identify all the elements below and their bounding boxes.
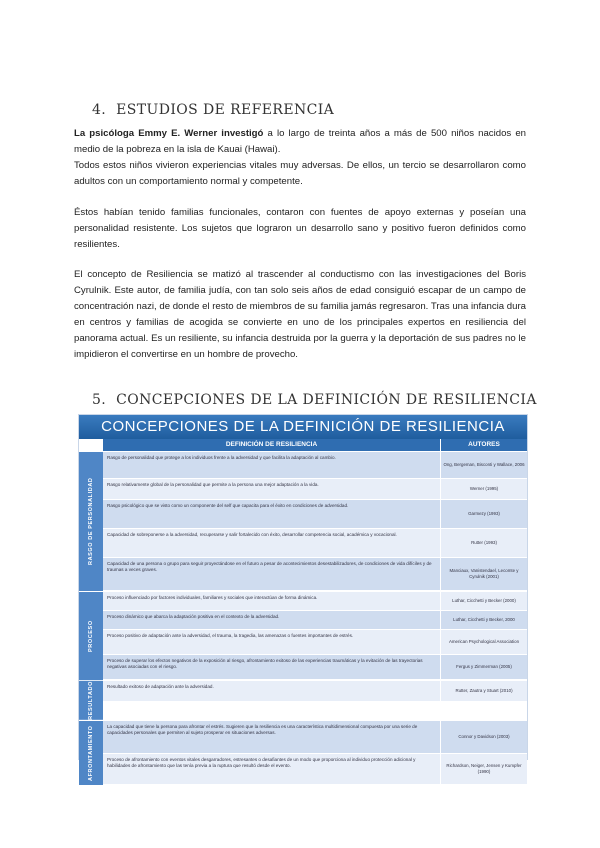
table-row: [103, 611, 527, 630]
author-cell: American Psychological Association: [440, 630, 527, 654]
group-process: [79, 591, 527, 680]
author-cell: Manciaux, Vanistendael, Lecomte y Cyrulnik (2001): [440, 558, 527, 590]
definition-cell: Rasgo de personalidad que protege a los individuos frente a la adversidad y que facilita la adaptación al cambio.: [107, 455, 336, 460]
group-coping: [79, 720, 527, 785]
group-label: RESULTADO: [79, 681, 103, 720]
definition-cell: Proceso influenciado por factores individuales, familiares y sociales que interactúan de forma dinámica.: [107, 595, 318, 600]
section-5-number: 5.: [92, 392, 107, 408]
section-4-heading: [92, 102, 334, 118]
table-row: [103, 558, 527, 591]
section-4-title: ESTUDIOS DE REFERENCIA: [116, 102, 335, 118]
table-row: [103, 500, 527, 529]
group-label: PROCESO: [79, 592, 103, 680]
definition-cell: Proceso de afrontamiento con eventos vitales desgarradores, estresantes o desafiantes de un modo que proporciona al individuo protección adicional y habilidades de afrontamiento que las tenía previa a la ruptura que resultó desde el evento.: [107, 756, 416, 768]
paragraph-werner-bold: La psicóloga Emmy E. Werner investigó: [74, 128, 264, 139]
table-row: [103, 655, 527, 680]
resilience-definitions-table: [78, 414, 528, 781]
group-result: [79, 680, 527, 720]
author-cell: Rutter (1993): [440, 529, 527, 557]
group-label: RASGO DE PERSONALIDAD: [79, 452, 103, 591]
definition-cell: Proceso positivo de adaptación ante la adversidad, el trauma, la tragedia, las amenazas o fuentes importantes de estrés.: [107, 633, 354, 638]
table-row: [103, 452, 527, 479]
author-cell: Richardson, Neiger, Jensen y Kumpfer (1990): [440, 754, 527, 784]
author-cell: Luthar, Cicchetti y Becker (2000): [440, 592, 527, 610]
definition-cell: Rasgo relativamente global de la personalidad que permite a la persona una mejor adaptación a la vida.: [107, 482, 319, 487]
definition-cell: Resultado exitoso de adaptación ante la adversidad.: [107, 684, 214, 689]
definition-cell: Proceso de superar los efectos negativos de la exposición al riesgo, afrontamiento exitoso de las experiencias traumáticas y la evitación de las trayectorias negativas asociadas con el riesgo.: [107, 658, 423, 669]
author-cell: Luthar, Cicchetti y Becker, 2000: [440, 611, 527, 629]
group-personality: [79, 451, 527, 591]
section-5-heading: [92, 392, 537, 408]
table-row: [103, 479, 527, 500]
section-4-number: 4.: [92, 102, 107, 118]
definition-cell: Capacidad de una persona o grupo para seguir proyectándose en el futuro a pesar de acontecimientos desestabilizadores, de condiciones de vida difíciles y de traumas a veces graves.: [107, 561, 432, 572]
table-row: [103, 592, 527, 611]
author-cell: Rutter, Zautra y Stuart (2010): [440, 681, 527, 701]
section-5-title: CONCEPCIONES DE LA DEFINICIÓN DE RESILIENCIA: [116, 392, 537, 408]
header-authors: AUTORES: [440, 439, 527, 451]
paragraph-adversity: Todos estos niños vivieron experiencias vitales muy adversas. De ellos, un tercio se desarrollaron como adultos con un comportamiento normal y competente.: [74, 160, 526, 187]
table-title: CONCEPCIONES DE LA DEFINICIÓN DE RESILIENCIA: [79, 415, 527, 439]
table-row: [103, 630, 527, 655]
paragraph-resilient: Éstos habían tenido familias funcionales, contaron con fuentes de apoyo externas y poseían una personalidad resistente. Los sujetos que lograron un desarrollo sano y positivo fueron definidos como resilientes.: [74, 207, 526, 250]
table-row: [103, 721, 527, 754]
paragraph-werner-text: a lo largo de treinta años a más de 500 niños nacidos en medio de la pobreza en la isla de Kauai (Hawai).: [74, 128, 526, 155]
definition-cell: Rasgo psicológico que se visto como un componente del self que capacita para el éxito en condiciones de adversidad.: [107, 503, 349, 508]
author-cell: Garmezy (1993): [440, 500, 527, 528]
definition-cell: Capacidad de sobreponerse a la adversidad, recuperarse y salir fortalecido con éxito, desarrollar competencia social, académica y vocacional.: [107, 532, 397, 537]
author-cell: Werner (1995): [440, 479, 527, 499]
definition-cell: La capacidad que tiene la persona para afrontar el estrés. Sugieren que la resiliencia es una característica multidimensional compuesta por una serie de capacidades personales que permiten al sujeto prosperar en situaciones adversas.: [107, 723, 418, 735]
paragraph-werner: [74, 126, 526, 190]
group-label: AFRONTAMIENTO: [79, 721, 103, 785]
table-row: [103, 754, 527, 785]
author-cell: Connor y Davidson (2003): [440, 721, 527, 753]
definition-cell: Proceso dinámico que abarca la adaptación positiva en el contexto de la adversidad.: [107, 614, 280, 619]
author-cell: Fergus y Zimmerman (2005): [440, 655, 527, 679]
table-row: [103, 529, 527, 558]
table-row: [103, 681, 527, 702]
header-definition: DEFINICIÓN DE RESILIENCIA: [103, 439, 440, 451]
table-header: [79, 439, 527, 451]
paragraph-cyrulnik: El concepto de Resiliencia se matizó al trascender al conductismo con las investigaciones del Boris Cyrulnik. Este autor, de familia judía, con tan solo seis años de edad consiguió escapar de un campo de concentración nazi, de donde el resto de miembros de su familia jamás regresaron. Tras una infancia dura en centros y familias de acogida se convierte en uno de los principales expertos en resiliencia del panorama actual. Es un resiliente, su infancia destruida por la guerra y la deportación de sus padres no le impidieron el convertirse en un hombre de provecho.: [74, 269, 526, 360]
author-cell: Ong, Bergeman, Bisconti y Wallace, 2006: [440, 452, 527, 478]
